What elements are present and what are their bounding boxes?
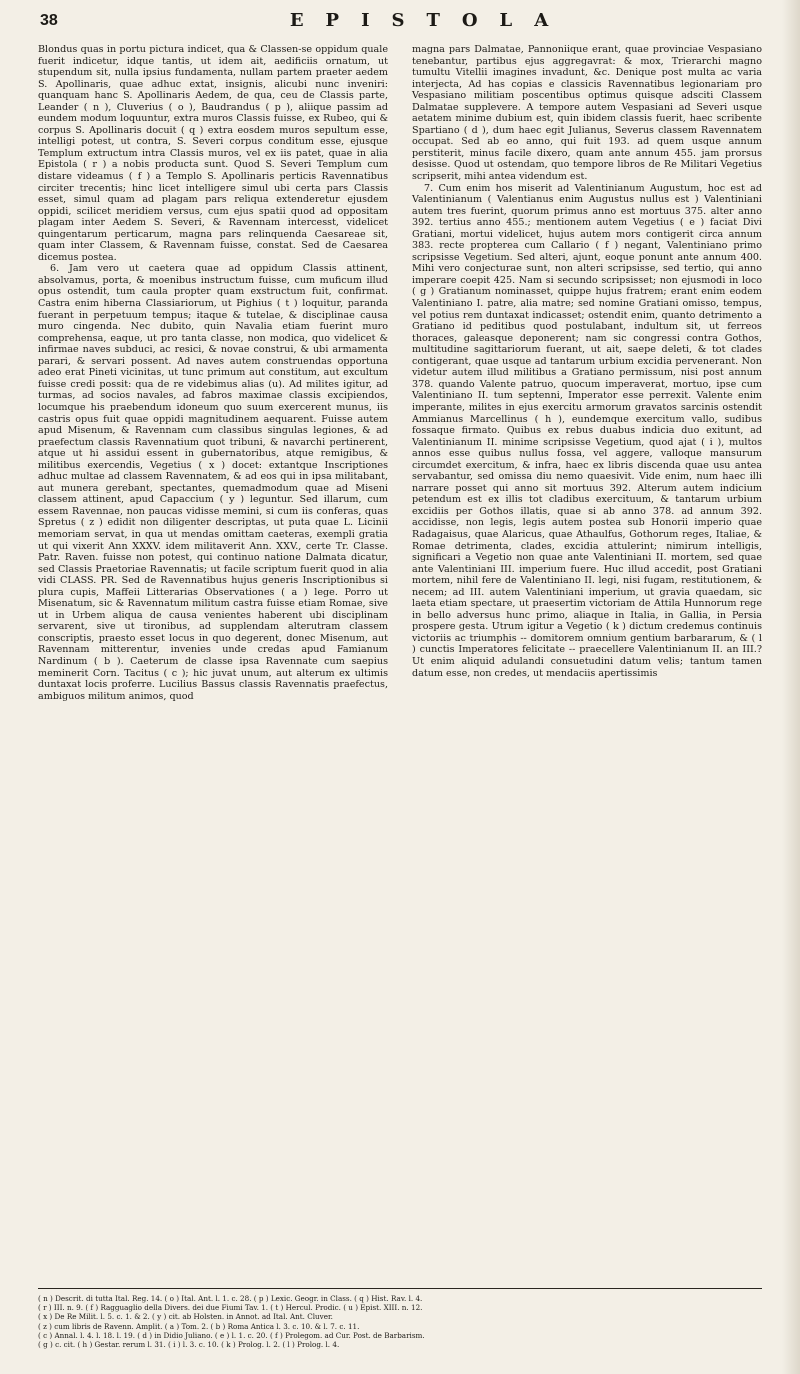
page-number: 38 <box>40 12 58 29</box>
page-header <box>40 8 760 38</box>
footnote-line: ( c ) Annal. l. 4. l. 18. l. 19. ( d ) in Didio Juliano. ( e ) l. 1. c. 20. ( f ) Prolegom. ad Cur. Post. de Barbarism. <box>38 1330 425 1340</box>
paragraph: 7. Cum enim hos miserit ad Valentinianum Augustum, hoc est ad Valentinianum ( Valentianus enim Augustus nullus est ) Valentiniani autem tres fuerint, quorum primus anno est mortuus 375. alter anno 392. tertius anno 455.; mentionem autem Vegetius ( e ) faciat Divi Gratiani, mortui videlicet, hujus autem mors contigerit circa annum 383. recte propterea cum Callario ( f ) negant, Valentiniano primo scripsisse Vegetium. Sed alteri, ajunt, eoque ponunt ante annum 400. Mihi vero conjecturae sunt, non alteri scripsisse, sed tertio, qui anno imperare coepit 425. Nam si secundo scripsisset; non ejusmodi in loco ( g ) Gratianum nominasset, quippe hujus fratrem; erant enim eodem Valentiniano I. patre, alia matre; sed nomine Gratiani omisso, tempus, vel potius rem duntaxat indicasset; ostendit enim, quanto detrimento a Gratiano id peditibus quod postulabant, indultum sit, ut ferreos thoraces, galeasque deponerent; nam sic congressi contra Gothos, multitudine sagittariorum fuerant, ut ait, saepe deleti, & tot clades contigerant, quae usque ad tantarum urbium excidia pervenerant. Non videtur autem illud militibus a Gratiano permissum, nisi post annum 378. quando Valente patruo, quocum imperaverat, mortuo, ipse cum Valentiniano II. tum septenni, Imperator esse perrexit. Valente enim imperante, milites in ejus exercitu armorum gravatos sarcinis ostendit Ammianus Marcellinus ( h ), eundemque exercitum vallo, sudibus fossaque firmato. Quibus ex rebus duabus indicia duo exitunt, ad Valentinianum II. minime scripsisse Vegetium, quod ajat ( i ), multos annos esse quibus nullus fossa, vel aggere, valloque mansurum circumdet exercitum, & infra, haec ex libris discenda quae usu antea servabantur, sed omissa diu nemo quaesivit. Vide enim, num haec illi narrare posset qui anno sit mortuus 392. Alterum autem indicium petendum est ex illis tot cladibus exercituum, & tantarum urbium excidiis per Gothos illatis, quae si ab anno 378. ad annum 392. accidisse, non legis, legis autem postea sub Honorii imperio quae Radagaisus, quae Alaricus, quae Athaulfus, Gothorum reges, Italiae, & Romae detrimenta, clades, excidia attulerint; nimirum intelligis, significari a Vegetio non quae ante Valentiniani II. mortem, sed quae ante Valentiniani III. imperium fuere. Huc illud accedit, post Gratiani mortem, nihil fere de Valentiniano II. legi, nisi fugam, restitutionem, & necem; ad III. autem Valentiniani imperium, ut gravia quaedam, sic laeta etiam spectare, ut praesertim victoriam de Attila Hunnorum rege in bello adversus hunc primo, aliaque in Italia, in Gallia, in Persia prospere gesta. Utrum igitur a Vegetio ( k ) dictum credemus continuis victoriis ac triumphis -- domitorem omnium gentium barbararum, & ( l ) cunctis Imperatores felicitate -- praecellere Valentinianum II. an III.? Ut enim aliquid adulandi consuetudini datum velis; tantum tamen datum esse, non credes, ut mendaciis apertissimis <box>412 182 762 679</box>
running-title: EPISTOLA <box>289 10 571 31</box>
footnotes <box>38 1294 762 1349</box>
footnote-line: ( z ) cum libris de Ravenn. Amplit. ( a ) Tom. 2. ( b ) Roma Antica l. 3. c. 10. & l. 7. c. 11. <box>38 1321 360 1331</box>
paragraph: Blondus quas in portu pictura indicet, qua & Classen-se oppidum quale fuerit indicetur, idque tantis, ut idem ait, aedificiis ornatum, ut stupendum sit, nulla ipsius fundamenta, nullam partem praeter aedem S. Apollinaris, quae adhuc extat, insignis, alicubi nunc inveniri: quanquam hanc S. Apollinaris Aedem, de qua, ceu de Classis parte, Leander ( n ), Cluverius ( o ), Baudrandus ( p ), aliique passim ad eundem modum loquuntur, extra muros Classis fuisse, ex Rubeo, qui & corpus S. Apollinaris docuit ( q ) extra eosdem muros sepultum esse, intelligi potest, ut contra, S. Severi corpus conditum esse, ejusque Templum extructum intra Classis muros, vel ex iis patet, quae in alia Epistola ( r ) a nobis producta sunt. Quod S. Severi Templum cum distare videamus ( f ) a Templo S. Apollinaris perticis Ravennatibus circiter trecentis; hinc licet intelligere simul ubi certa pars Classis esset, simul quam ad plagam pars reliqua extenderetur ejusdem oppidi, scilicet meridiem versus, cum ejus spatii quod ad oppositam plagam inter Aedem S. Severi, & Ravennam intercesst, videlicet quingentarum perticarum, magna pars relinquenda Caesareae sit, quam inter Classem, & Ravennam fuisse, constat. Sed de Caesarea dicemus postea. <box>38 44 388 263</box>
footnote-line: ( g ) c. cit. ( h ) Gestar. rerum l. 31. ( i ) l. 3. c. 10. ( k ) Prolog. l. 2. ( l ) Prolog. l. 4. <box>38 1340 340 1350</box>
left-column <box>38 44 388 702</box>
footnote-line: ( n ) Descrit. di tutta Ital. Reg. 14. ( o ) Ital. Ant. l. 1. c. 28. ( p ) Lexic. Geogr. in Class. ( q ) Hist. Rav. l. 4. <box>38 1294 423 1303</box>
footnote-line: ( r ) III. n. 9. ( f ) Ragguaglio della Divers. dei due Fiumi Tav. 1. ( t ) Hercul. Prodic. ( u ) Epist. XIII. n. 12. <box>38 1303 423 1313</box>
paragraph: 6. Jam vero ut caetera quae ad oppidum Classis attinent, absolvamus, porta, & moenibus instructum fuisse, cum muficum illud opus ostendit, tum caula propter quam exstructum fuit, confirmat. Castra enim hiberna Classiariorum, ut Pighius ( t ) loquitur, paranda fuerant in perpetuum tempus; itaque & tutelae, & disciplinae causa muro cingenda. Nec dubito, quin Navalia etiam fuerint muro comprehensa, eaque, ut pro tanta classe, non modica, quo videlicet & infirmae naves subduci, ac resici, & novae construi, & ubi armamenta parari, & servari possent. Ad naves autem construendas opportuna adeo erat Pineti vicinitas, ut tunc primum aut constitum, aut excultum fuisse credi possit: qua de re videbimus alias (u). Ad milites igitur, ad turmas, ad socios navales, ad fabros maximae classis excipiendos, locumque his praebendum idoneum quo suum exercerent munus, iis castris opus fuit quae oppidi magnitudinem aequarent. Fuisse autem apud Misenum, & Ravennam cum classibus singulas legiones, & ad praefectum classis Ravennatium quot tribuni, & navarchi pertinerent, atque ut hi assidui essent in gubernatoribus, atque remigibus, & militibus exercendis, Vegetius ( x ) docet: extantque Inscriptiones adhuc multae ad classem Ravennatem, & ad eos qui in ipsa militabant, aut munera gerebant, spectantes, quemadmodum quae ad Miseni classem attinent, apud Capaccium ( y ) leguntur. Sed illarum, cum essem Ravennae, non paucas vidisse memini, si cum iis conferas, quas Spretus ( z ) edidit non diligenter descriptas, ut puta quae L. Licinii memoriam servat, in qua ut mendas omittam caeteras, exempli gratia ut qui vixerit Ann XXXV. idem militaverit Ann. XXV., certe Tr. Classe. Patr. Raven. fuisse non potest, qui continuo natione Dalmata dicatur, sed Classis Praetoriae Ravennatis; ut facile scriptum fuerit quod in alia vidi CLASS. PR. Sed de Ravennatibus hujus generis Inscriptionibus si plura cupis, Maffeii Litterarias Observationes ( a ) lege. Porro ut Misenatum, sic & Ravennatum militum castra fuisse etiam Romae, sive ut in Urbem aliqua de causa venientes haberent ubi disciplinam servarent, sive ut tironibus, ad supplendam alterutram classem conscriptis, praesto esset locus in quo degerent, donec Misenum, aut Ravennam mitterentur, invenies unde credas apud Famianum Nardinum ( b ). Caeterum de classe ipsa Ravennate cum saepius meminerit Corn. Tacitus ( c ); hic juvat unum, aut alterum ex ultimis duntaxat locis proferre. Lucilius Bassus classis Ravennatis praefectus, ambiguos militum animos, quod <box>38 263 388 702</box>
footnote-line: ( x ) De Re Milit. l. 5. c. 1. & 2. ( y ) cit. ab Holsten. in Annot. ad Ital. Ant. Cluver. <box>38 1312 333 1322</box>
paragraph: magna pars Dalmatae, Pannoniique erant, quae provinciae Vespasiano tenebantur, partibus ejus aggregavrat: & mox, Trierarchi magno tumultu Vitellii imagines invadunt, &c. Denique post multa ac varia interjecta, Ad has copias e classicis Ravennatibus legionariam pro Vespasiano militiam poscentibus optimus quisque adsciti Classem Dalmatae supplevere. A tempore autem Vespasiani ad Severi usque aetatem minime dubium est, quin ibidem classis fuerit, haec scribente Spartiano ( d ), dum haec egit Julianus, Severus classem Ravennatem occupat. Sed ab eo anno, qui fuit 193. ad quem usque annum perstiterit, minus facile dixero, quam ante annum 455. jam prorsus desisse. Quod ut ostendam, quo tempore libros de Re Militari Vegetius scripserit, mihi antea videndum est. <box>412 44 762 183</box>
page-edge-shadow <box>782 0 800 1374</box>
footnote-divider <box>38 1288 762 1289</box>
right-column <box>412 44 762 679</box>
